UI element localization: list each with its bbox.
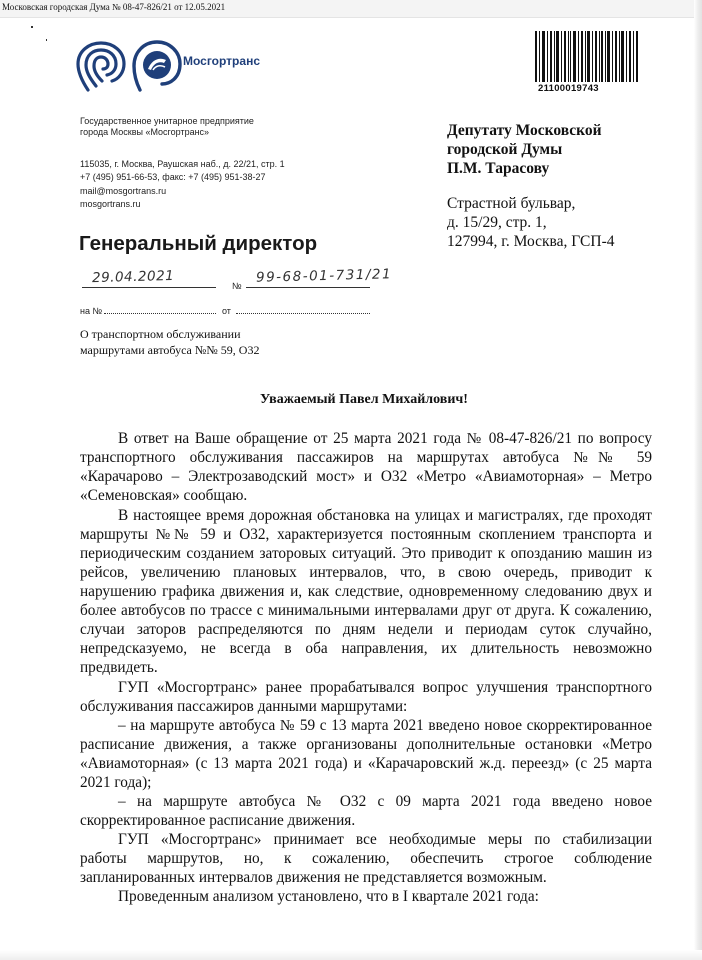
body-line: ГУП «Мосгортранс» ранее прорабатывался вопрос улучшения транспортного	[118, 679, 652, 696]
body-paragraph	[80, 792, 652, 830]
body-paragraph	[80, 506, 652, 677]
body-line: «Авиамоторная» (с 13 марта 2021 года) и «Карачаровский ж.д. переезд» (с 25 марта	[80, 755, 652, 772]
body-line: «Семеновская» сообщаю.	[80, 487, 248, 504]
body-paragraph	[80, 716, 652, 792]
body-line: более автобусов по трассе с минимальными интервалами друг от друга. К сожалению,	[80, 602, 652, 619]
body-line: В ответ на Ваше обращение от 25 марта 2021 года № 08-47-826/21 по вопросу	[118, 430, 652, 447]
body-paragraph	[80, 678, 652, 716]
outgoing-date: 29.04.2021	[91, 267, 175, 287]
scan-speck	[46, 39, 47, 41]
sender-address: 115035, г. Москва, Раушская наб., д. 22/21, стр. 1	[80, 159, 285, 169]
page-edge-shadow	[694, 0, 702, 960]
sender-org-line: Государственное унитарное предприятие	[80, 116, 254, 126]
body-line: маршруты №№ 59 и О32, характеризуется постоянным скоплением транспорта и	[80, 526, 652, 543]
body-line: обслуживания пассажиров данными маршрутами:	[80, 698, 408, 715]
subject-line: О транспортном обслуживании	[80, 327, 241, 341]
salutation-text: Уважаемый Павел Михайлович!	[260, 392, 468, 407]
scan-speck	[31, 26, 33, 28]
body-line: Проведенным анализом установлено, что в I квартале 2021 года:	[118, 888, 539, 905]
from-underline	[236, 313, 370, 314]
body-line: скорректированное расписание движения.	[80, 812, 356, 829]
addressee-title: Депутату Московской	[447, 122, 602, 139]
barcode-number: 21100019743	[538, 83, 599, 94]
sender-phone: +7 (495) 951-66-53, факс: +7 (495) 951-38-27	[80, 172, 266, 182]
body-line: «Карачарово – Электрозаводский мост» и О32 «Метро «Авиамоторная» – Метро	[80, 468, 652, 485]
body-line: – на маршруте автобуса № О32 с 09 марта 2021 года введено новое	[118, 793, 652, 810]
body-line: ГУП «Мосгортранс» принимает все необходимые меры по стабилизации	[118, 831, 652, 848]
outgoing-number: 99-68-01-731/21	[255, 266, 393, 286]
addressee-address: Страстной бульвар,	[447, 195, 576, 212]
body-line: случаи заторов распределяются по дням недели и периодам суток случайно,	[80, 621, 652, 638]
addressee-address: д. 15/29, стр. 1,	[447, 214, 547, 231]
body-line: В настоящее время дорожная обстановка на улицах и магистралях, где проходят	[118, 507, 652, 524]
addressee-title: городской Думы	[447, 141, 563, 158]
registration-stamp-bar	[0, 0, 702, 18]
salutation	[0, 392, 702, 408]
sender-site: mosgortrans.ru	[80, 199, 141, 209]
addressee-name: П.М. Тарасову	[447, 160, 550, 177]
body-line: непредсказуемо, не всегда в оба направления, их длительность невозможно	[80, 640, 652, 657]
body-line: – на маршруте автобуса № 59 с 13 марта 2021 введено новое скорректированное	[118, 717, 652, 734]
number-underline	[246, 287, 370, 288]
number-label: №	[232, 281, 242, 291]
body-line: работы маршрутов, но, к сожалению, обеспечить строгое соблюдение	[80, 850, 652, 867]
sender-position-title: Генеральный директор	[79, 232, 318, 255]
body-line: предвидеть.	[80, 659, 158, 676]
page-bottom-shadow	[0, 950, 702, 960]
body-paragraph	[80, 830, 652, 887]
sender-org-line: города Москвы «Мосгортранс»	[80, 127, 210, 137]
barcode-icon	[535, 31, 639, 82]
body-line: периодическим созданием заторовых ситуаций. Это приводит к опозданию машин из	[80, 545, 652, 562]
body-line: транспортного обслуживания пассажиров на маршрутах автобуса №№ 59	[80, 449, 652, 466]
date-underline	[82, 287, 216, 288]
reference-label: на №	[80, 306, 103, 316]
from-label: от	[222, 306, 231, 316]
body-paragraph	[80, 887, 652, 906]
body-paragraph	[80, 429, 652, 505]
body-line: нарушению графика движения и, как следствие, одновременному следованию двух и	[80, 583, 652, 600]
registration-stamp-text: Московская городская Дума № 08-47-826/21 от 12.05.2021	[2, 2, 226, 12]
sender-email: mail@mosgortrans.ru	[80, 186, 167, 196]
body-line: запланированных интервалов движения не представляется возможным.	[80, 869, 547, 886]
body-line: рейсов, увеличению плановых интервалов, что, в свою очередь, приводит к	[80, 564, 652, 581]
body-line: 2021 года);	[80, 774, 152, 791]
body-line: расписание движения, а также организованы дополнительные остановки «Метро	[80, 736, 652, 753]
addressee-address: 127994, г. Москва, ГСП-4	[447, 233, 615, 250]
brand-name: Мосгортранс	[183, 54, 260, 68]
subject-line: маршрутами автобуса №№ 59, О32	[80, 343, 260, 357]
reference-underline	[104, 313, 216, 314]
mosgortrans-logo-icon	[74, 40, 184, 92]
